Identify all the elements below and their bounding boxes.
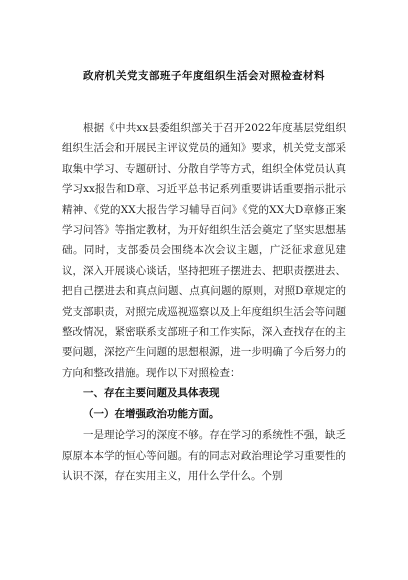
subsection-paragraph: 一是理论学习的深度不够。存在学习的系统性不强，缺乏原原本本学的恒心等问题。有的同志对政治理论学习重要性的认识不深，存在实用主义，用什么学什么。个别: [62, 429, 346, 483]
document-body: [62, 118, 346, 487]
subsection-heading: （一）在增强政治功能方面。: [83, 408, 220, 421]
intro-paragraph: 根据《中共xx县委组织部关于召开2022年度基层党组织组织生活会和开展民主评议党员的通知》要求，机关党支部采取集中学习、专题研讨、分散自学等方式，组织全体党员认真学习xx报告和D章、习近平总书记系列重要讲话重要指示批示精神、《党的XX大报告学习辅导百问》《党的XX大D章修正案学习问答》等指定教材，为开好组织生活会奠定了坚实思想基础。同时，支部委员会围绕本次会议主题，广泛征求意见建议，深入开展谈心谈话，坚持把班子摆进去、把职责摆进去、把自己摆进去和真点问题、点真问题的原则，对照D章规定的党支部职责，对照完成巡视巡察以及上年度组织生活会等问题整改情况，紧密联系支部班子和工作实际，深入查找存在的主要问题，深挖产生问题的思想根源，进一步明确了今后努力的方向和整改措施。现作以下对照检查：: [62, 122, 346, 379]
section-heading: 一、存在主要问题及具体表现: [83, 387, 220, 400]
document-title: 政府机关党支部班子年度组织生活会对照检查材料: [83, 70, 325, 82]
